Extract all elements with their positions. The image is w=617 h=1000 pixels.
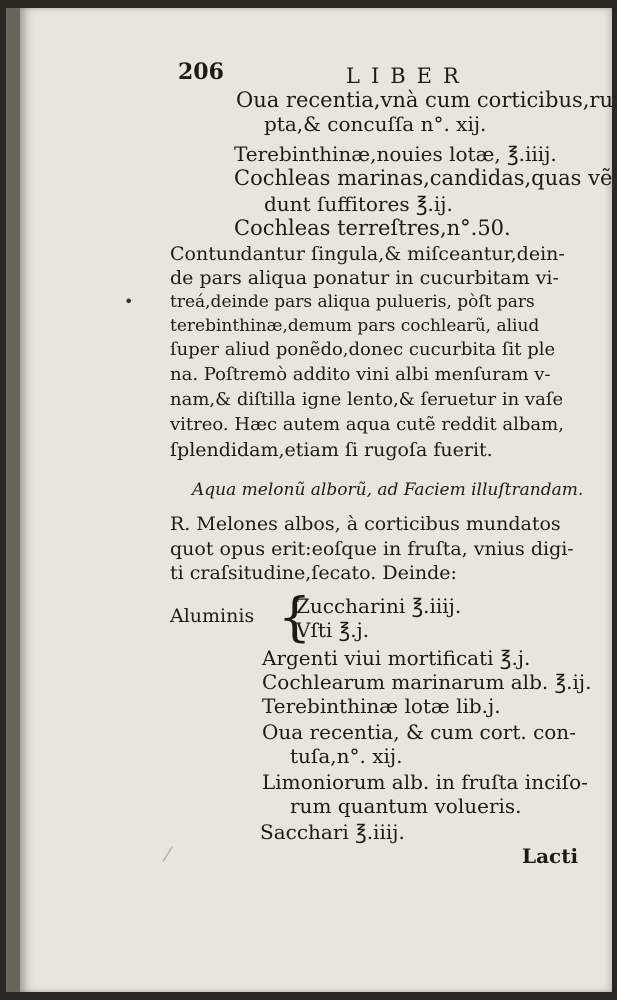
ingredient-line: Sacchari ℥.iiij. bbox=[260, 820, 405, 844]
page-number: 206 bbox=[178, 59, 224, 85]
ingredient-line: rum quantum volueris. bbox=[290, 794, 522, 818]
book-page bbox=[6, 8, 612, 992]
brace-item: Zuccharini ℥.iiij. bbox=[296, 594, 462, 618]
ingredient-line: tuſa,n°. xij. bbox=[290, 744, 403, 768]
text-line: pta,& concuſſa n°. xij. bbox=[264, 112, 487, 136]
section-heading: Aqua melonũ alborũ, ad Faciem illuſtrandam. bbox=[192, 480, 584, 500]
brace-item: Vſti ℥.j. bbox=[296, 618, 370, 642]
curly-brace: { bbox=[278, 588, 312, 648]
text-line: ſplendidam,etiam ſi rugoſa fuerit. bbox=[170, 439, 493, 461]
text-line: treá,deinde pars aliqua pulueris, pòſt pars bbox=[170, 292, 535, 312]
text-line: terebinthinæ,demum pars cochlearũ, aliud bbox=[170, 316, 540, 336]
ingredient-line: Limoniorum alb. in fruſta inciſo- bbox=[262, 770, 588, 794]
ingredient-line: Terebinthinæ lotæ lib.j. bbox=[262, 694, 501, 718]
text-line: de pars aliqua ponatur in cucurbitam vi- bbox=[170, 267, 559, 289]
text-line: Contundantur ſingula,& miſceantur,dein- bbox=[170, 243, 565, 265]
text-line: Cochleas marinas,candidas,quas vẽ bbox=[234, 166, 613, 190]
ingredient-line: Cochlearum marinarum alb. ℥.ij. bbox=[262, 670, 592, 694]
aluminis-label: Aluminis bbox=[170, 605, 255, 627]
text-line: vitreo. Hæc autem aqua cutẽ reddit albam, bbox=[170, 414, 564, 435]
ingredient-line: Oua recentia, & cum cort. con- bbox=[262, 720, 576, 744]
text-line: quot opus erit:eoſque in fruſta, vnius digi- bbox=[170, 538, 574, 560]
text-line: Cochleas terreſtres,n°.50. bbox=[234, 216, 511, 240]
text-line: dunt ſuffitores ℥.ij. bbox=[264, 192, 453, 216]
catchword: Lacti bbox=[522, 844, 579, 868]
text-line: R. Melones albos, à corticibus mundatos bbox=[170, 513, 561, 535]
text-line: Oua recentia,vnà cum corticibus,ru bbox=[236, 88, 613, 112]
ink-mark: • bbox=[124, 292, 134, 311]
text-line: na. Poſtremò addito vini albi menſuram v- bbox=[170, 364, 551, 385]
text-line: ſuper aliud ponẽdo,donec cucurbita ſit ple bbox=[170, 339, 556, 360]
ingredient-line: Argenti viui mortificati ℥.j. bbox=[262, 646, 531, 670]
text-line: ti craſsitudine,ſecato. Deinde: bbox=[170, 562, 457, 584]
text-line: nam,& diſtilla igne lento,& ſeruetur in vaſe bbox=[170, 389, 564, 410]
ink-mark: ⁄ bbox=[166, 842, 170, 866]
running-title: LIBER bbox=[346, 64, 470, 88]
text-line: Terebinthinæ,nouies lotæ, ℥.iiij. bbox=[234, 142, 557, 166]
